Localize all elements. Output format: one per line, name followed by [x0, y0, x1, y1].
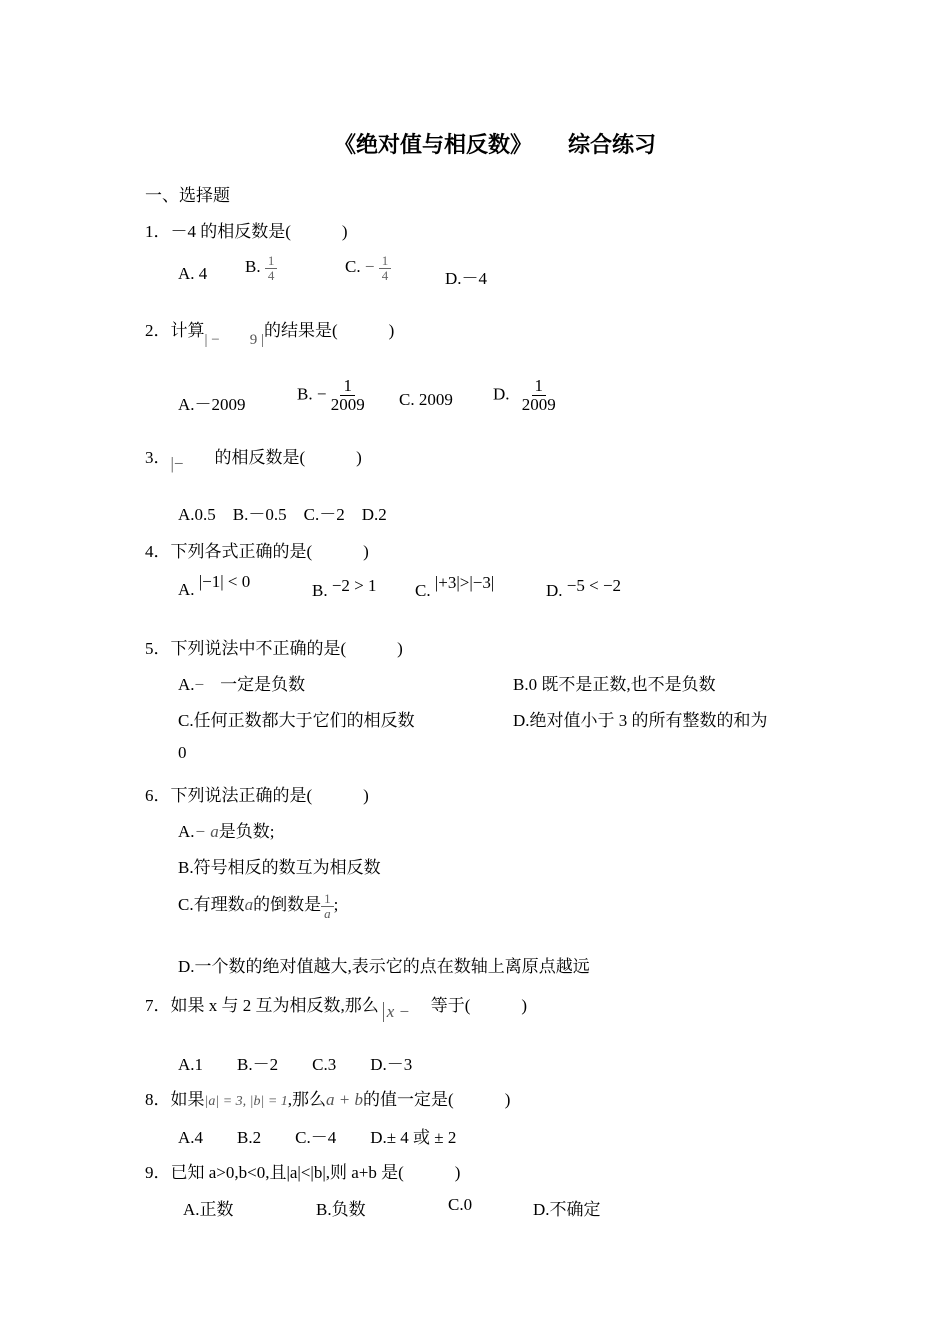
q1-option-c: C. − $\frac{1}{4}$	[345, 254, 391, 282]
q5-option-a: A.− 一定是负数	[178, 675, 306, 694]
q1-b-fraction: $\frac{1}{4}$	[265, 254, 278, 282]
q2-stem: 2．计算| − 9 |的结果是( )	[145, 321, 395, 348]
q6-option-a: A.− a是负数;	[178, 822, 275, 841]
q8-condition: |a| = 3, |b| = 1	[204, 1094, 288, 1109]
q6-a-expression: − a	[194, 822, 219, 841]
q1-option-d: D.－4	[445, 269, 488, 288]
q8-options: A.4 B.2 C.－4 D.± 4 或 ± 2	[178, 1128, 457, 1147]
q5-option-c: C.任何正数都大于它们的相反数	[178, 711, 415, 730]
q8-stem: 8．如果|a| = 3, |b| = 1,那么a + b的值一定是( )	[145, 1090, 511, 1109]
q4-option-d: D. −5 < −2	[546, 576, 622, 600]
q4-b-expression: −2 > 1	[331, 576, 377, 595]
section-heading: 一、选择题	[145, 186, 230, 205]
q9-stem: 9．已知 a>0,b<0,且|a|<|b|,则 a+b 是( )	[145, 1163, 461, 1182]
q2-option-a: A.－2009	[178, 395, 246, 414]
q5-stem: 5．下列说法中不正确的是( )	[145, 639, 403, 658]
q6-c-fraction: $\frac{1}{a}$	[321, 892, 334, 920]
q7-stem: 7．如果 x 与 2 互为相反数,那么 x − 等于( )	[145, 996, 528, 1021]
q4-a-expression: |−1| < 0	[198, 572, 251, 591]
q3-stem: 3．|− 的相反数是( )	[145, 448, 362, 473]
q4-option-b: B. −2 > 1	[312, 576, 377, 600]
q4-option-a: A. |−1| < 0	[178, 572, 251, 599]
q9-option-c: C.0	[448, 1195, 473, 1214]
q2-option-c: C. 2009	[399, 390, 453, 409]
q6-option-b: B.符号相反的数互为相反数	[178, 858, 381, 877]
q1-option-b: B. $\frac{1}{4}$	[245, 254, 277, 282]
q5-option-d: D.绝对值小于 3 的所有整数的和为	[513, 711, 768, 730]
page-title	[0, 128, 950, 159]
q3-abs-expression: |−	[170, 454, 184, 473]
q9-option-a: A.正数	[183, 1200, 234, 1219]
q1-stem: 1．－4 的相反数是( )	[145, 222, 348, 241]
q5-option-b: B.0 既不是正数,也不是负数	[513, 675, 716, 694]
q1-c-fraction: $\frac{1}{4}$	[379, 254, 392, 282]
q7-abs-expression: x −	[383, 1002, 427, 1022]
q6-option-c: C.有理数a的倒数是 $\frac{1}{a}$ ;	[178, 890, 339, 921]
q9-option-d: D.不确定	[533, 1200, 601, 1219]
q4-c-expression: |+3|>|−3|	[434, 573, 495, 592]
q6-stem: 6．下列说法正确的是( )	[145, 786, 369, 805]
q2-d-fraction: $\frac{1}{2009}$	[521, 376, 556, 414]
q5-option-d-continued: 0	[178, 743, 187, 762]
q2-option-b: B. − $\frac{1}{2009}$	[297, 376, 365, 414]
q4-option-c: C. |+3|>|−3|	[415, 573, 495, 600]
q2-b-fraction: $\frac{1}{2009}$	[330, 376, 365, 414]
q2-option-d: D. $\frac{1}{2009}$	[493, 376, 556, 414]
q6-option-d: D.一个数的绝对值越大,表示它的点在数轴上离原点越远	[178, 957, 590, 976]
q4-d-expression: −5 < −2	[566, 576, 622, 595]
q7-options: A.1 B.－2 C.3 D.－3	[178, 1055, 413, 1074]
q2-abs-expression: | − 9 |	[204, 332, 264, 348]
q9-option-b: B.负数	[316, 1200, 366, 1219]
q4-stem: 4．下列各式正确的是( )	[145, 542, 369, 561]
q1-option-a: A. 4	[178, 264, 208, 283]
q3-options: A.0.5 B.－0.5 C.－2 D.2	[178, 505, 387, 524]
title-sub: 综合练习	[568, 133, 657, 158]
title-main: 《绝对值与相反数》	[333, 133, 532, 158]
q8-expression: a + b	[326, 1090, 364, 1109]
